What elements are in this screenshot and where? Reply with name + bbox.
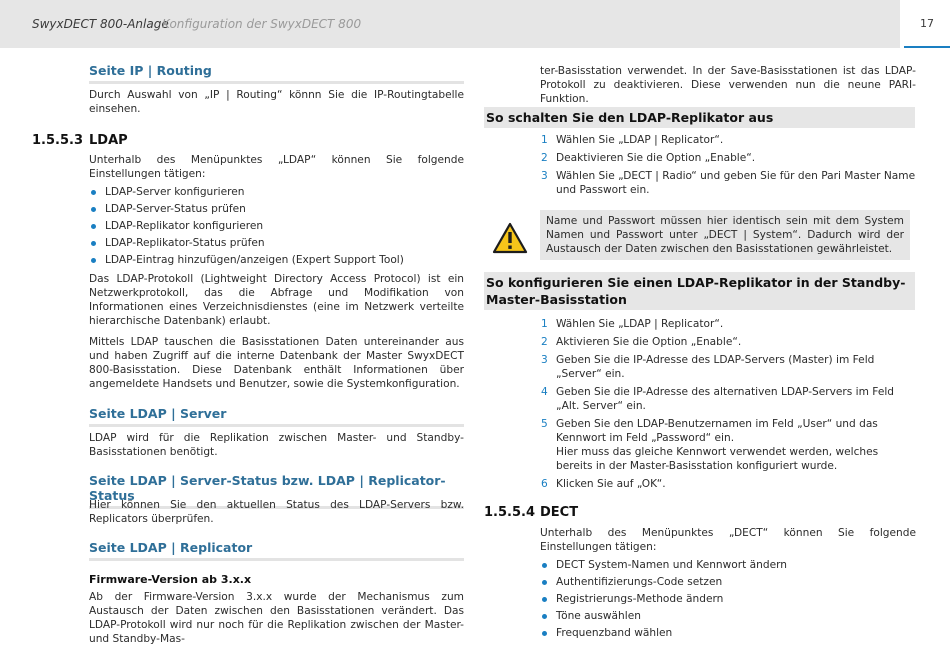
configure-steps — [486, 317, 916, 495]
list-item: 3 Wählen Sie „DECT | Radio“ und geben Sie für den Pari Master Name und Passwort ein. — [541, 170, 916, 196]
heading-configure-replicator: So konfigurieren Sie einen LDAP-Replikator in der Standby-Master-Basisstation — [484, 272, 915, 310]
list-item: 4 Geben Sie die IP-Adresse des alternativen LDAP-Servers im Feld „Alt. Server“ ein. — [541, 386, 895, 412]
ldap-intro: Unterhalb des Menüpunktes „LDAP“ können Sie folgende Einstellungen tätigen: — [89, 154, 464, 180]
warning-icon — [492, 222, 528, 254]
ldap-list — [89, 184, 464, 269]
list-item: LDAP-Eintrag hinzufügen/anzeigen (Expert Support Tool) — [89, 252, 464, 269]
ldap-para-2: Mittels LDAP tauschen die Basisstationen Daten untereinander aus und haben Zugriff auf die interne Datenbank der Master SwyxDECT 800-Basisstation. Diese Datenbank enthält Informationen über angemeldete Handsets und Benutzer, sowie die Systemkonfiguration. — [89, 336, 464, 390]
list-item: LDAP-Server konfigurieren — [89, 184, 464, 201]
list-item: 1 Wählen Sie „LDAP | Replicator“. — [541, 134, 724, 146]
firmware-text: Ab der Firmware-Version 3.x.x wurde der Mechanismus zum Austausch der Daten zwischen den Basisstationen verändert. Das LDAP-Protokoll wird nur noch für die Replikation zwischen der Master- und Standby-Mas- — [89, 591, 464, 645]
ldap-server-text: LDAP wird für die Replikation zwischen Master- und Standby-Basisstationen benötigt. — [89, 432, 464, 458]
subheading-ldap-replicator: Seite LDAP | Replicator — [89, 540, 464, 561]
list-item: 1 Wählen Sie „LDAP | Replicator“. — [541, 318, 724, 330]
page-header — [0, 0, 900, 48]
list-item: 2 Deaktivieren Sie die Option „Enable“. — [541, 152, 756, 164]
heading-switch-off-replicator: So schalten Sie den LDAP-Replikator aus — [484, 107, 915, 128]
list-item: LDAP-Replikator konfigurieren — [89, 218, 464, 235]
list-item: Registrierungs-Methode ändern — [540, 591, 916, 608]
dect-intro: Unterhalb des Menüpunktes „DECT“ können Sie folgende Einstellungen tätigen: — [540, 527, 916, 553]
list-item: 3 Geben Sie die IP-Adresse des LDAP-Servers (Master) im Feld „Server“ ein. — [541, 354, 875, 380]
section-heading-ldap — [32, 133, 83, 148]
section-number: 1.5.5.3 — [32, 133, 83, 148]
subheading-ldap-status: Seite LDAP | Server-Status bzw. LDAP | Replicator-Status — [89, 473, 464, 509]
section-title-dect: DECT — [540, 505, 579, 520]
continued-text: ter-Basisstation verwendet. In der Save-Basisstationen ist das LDAP-Protokoll zu deaktivieren. Diese verwenden nun die neune PARI-Funktion. — [540, 65, 916, 105]
subheading-ldap-server: Seite LDAP | Server — [89, 406, 464, 427]
list-item: LDAP-Server-Status prüfen — [89, 201, 464, 218]
list-item: Töne auswählen — [540, 608, 916, 625]
page-number: 17 — [920, 17, 934, 30]
section-title-ldap: LDAP — [89, 133, 128, 148]
ip-routing-text: Durch Auswahl von „IP | Routing“ könnn Sie die IP-Routingtabelle einsehen. — [89, 89, 464, 115]
dect-list — [540, 557, 916, 642]
switch-off-steps — [486, 133, 916, 201]
list-item: Frequenzband wählen — [540, 625, 916, 642]
list-item: 2 Aktivieren Sie die Option „Enable“. — [541, 336, 742, 348]
list-item: DECT System-Namen und Kennwort ändern — [540, 557, 916, 574]
ldap-status-text: Hier können Sie den aktuellen Status des LDAP-Servers bzw. Replicators überprüfen. — [89, 499, 464, 525]
section-number-dect: 1.5.5.4 — [484, 505, 535, 520]
chapter-name: Konfiguration der SwyxDECT 800 — [162, 17, 362, 31]
page-number-underline — [904, 46, 950, 48]
warning-note: Name und Passwort müssen hier identisch sein mit dem System Namen und Passwort unter „DECT | System“. Dadurch wird der Austausch der Daten zwischen den Basisstationen gewährleistet. — [540, 210, 910, 260]
firmware-heading: Firmware-Version ab 3.x.x — [89, 573, 252, 586]
list-item: 5 Geben Sie den LDAP-Benutzernamen im Feld „User“ und das Kennwort im Feld „Password“ ein. Hier muss das gleiche Kennwort verwendet werden, welches bereits in der Master-Basisstation konfiguriert wurde. — [541, 418, 879, 472]
list-item: LDAP-Replikator-Status prüfen — [89, 235, 464, 252]
list-item: 6 Klicken Sie auf „OK“. — [541, 478, 666, 490]
list-item: Authentifizierungs-Code setzen — [540, 574, 916, 591]
subheading-ip-routing: Seite IP | Routing — [89, 63, 464, 84]
product-name: SwyxDECT 800-Anlage — [32, 17, 169, 31]
ldap-para-1: Das LDAP-Protokoll (Lightweight Directory Access Protocol) ist ein Netzwerkprotokoll, das die Abfrage und Modifikation von Informationen eines Verzeichnisdienstes (eine im Netzwerk verteilte hierarchische Datenbank) erlaubt. — [89, 273, 464, 327]
